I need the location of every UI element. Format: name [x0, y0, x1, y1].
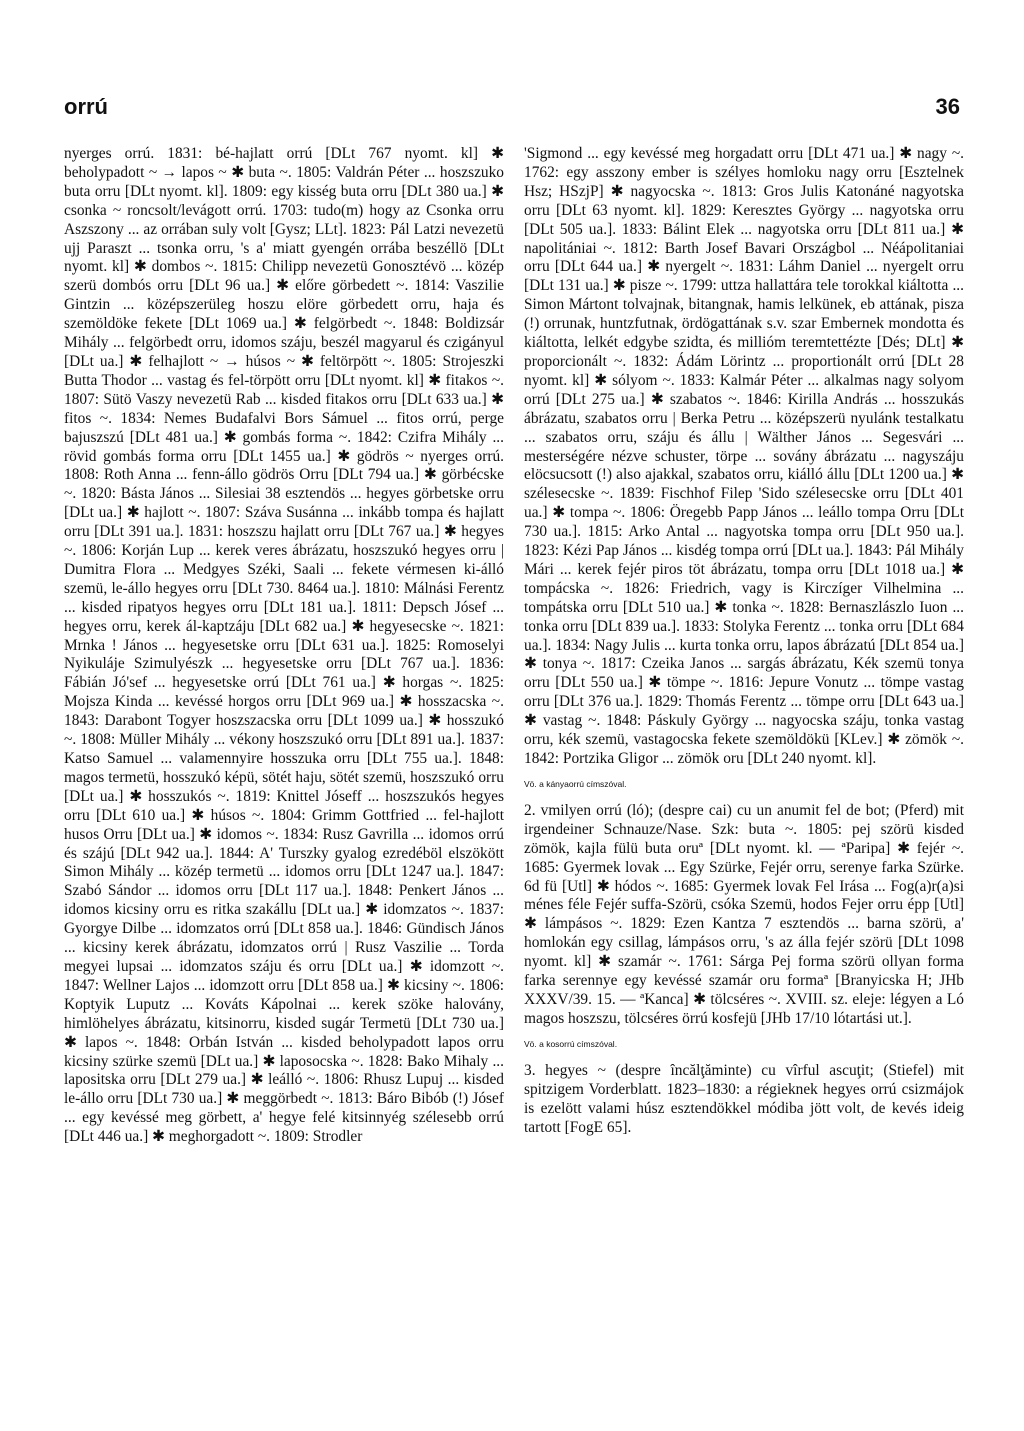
left-column — [64, 145, 504, 1147]
page-number: 36 — [935, 94, 960, 119]
sense-2: 2. vmilyen orrú (ló); (despre cai) cu un anumit fel de bot; (Pferd) mit irgendeiner Schnauze/Nase. Szk: buta ~. 1805: pej szörü kisded zömök, kajla fülü buta oruª [DLt nyomt. kl. — ªParipa] ✱ fejér ~. 1685: Gyermek lovak ... Egy Szürke, Fejér orru, serenye farka Szürke. 6d fü [Utl] ✱ hódos ~. 1685: Gyermek lovak Fel Irása ... Fog(a)r(a)si ménes féle Fejér suffa-Szörü, csóka Szemü, hodos Fejer orru épp [Utl] ✱ lámpásos ~. 1829: Ezen Kantza 7 esztendös ... barna szörü, a' homlokán egy csillag, lámpásos orru, 's az álla fejér szörü [DLt 1098 nyomt. kl] ✱ szamár ~. 1761: Sárga Pej forma szörü ollyan forma farka serennye egy kevéssé szamár oru formaª [Branyicska H; JHb XXXV/39. 15. — ªKanca] ✱ tölcséres ~. XVIII. sz. eleje: légyen a Ló magos hoszszu, tölcséres örrú kosfejü [JHb 17/10 lótartási ut.]. — [524, 801, 964, 1027]
cross-reference-note-1: Vö. a kányaorrú címszóval. — [524, 778, 627, 789]
sense-1-continuation: 'Sigmond ... egy kevéssé meg horgadatt orru [DLt 471 ua.] ✱ nagy ~. 1762: egy asszony ember is szélyes homloku nagy orru [Esztelnek Hsz; HSzjP] ✱ nagyocska ~. 1813: Gros Julis Katonáné nagyotska orru [DLt 63 nyomt. kl]. 1829: Keresztes György ... nagyotska orru [DLt 505 ua.]. 1833: Bálint Elek ... nagyotska orru [DLt 811 ua.] ✱ napolitániai ~. 1812: Barth Josef Bavari Országbol ... Néápolitaniai orru [DLt 644 ua.] ✱ nyergelt ~. 1831: Láhm Daniel ... nyergelt orru [DLt 131 ua.] ✱ pisze ~. 1799: uttza hallattára tele torokkal kiáltotta ... Simon Mártont tolvajnak, bitangnak, hamis lelkünek, eb attának, pisza (!) orrunak, huntzfutnak, ördögattának s.v. szar Embernek mondotta és kiáltotta, lelkét edgybe szidta, és millióm teremtettézte [Dés; DLt] ✱ proporcionált ~. 1832: Ádám Lörintz ... proportionált orrú [DLt 28 nyomt. kl] ✱ sólyom ~. 1833: Kalmár Péter ... alkalmas nagy solyom orrú [DLt 275 ua.] ✱ szabatos ~. 1846: Kirilla András ... hosszukás ábrázatu, szabatos orru | Berka Petru ... középszerü nyulánk testalkatu ... szabatos orru, száju és állu | Wälther János ... Segesvári ... mesterségére nézve schuster, törpe ... sovány ábrázatu ... nagyszáju elöcsucsott (!) also ajakkal, szabatos orru, kiálló állu [DLt 1200 ua.] ✱ szélesecske ~. 1839: Fischhof Filep 'Sido szélesecske orru [DLt 401 ua.] ✱ tompa ~. 1806: Öregebb Papp János ... leállo tompa Orru [DLt 730 ua.]. 1815: Arko Antal ... nagyotska tompa orru [DLt 950 ua.]. 1823: Kézi Pap János ... kisdég tompa orrú [DLt ua.]. 1843: Pál Mihály Mári ... kerek fejér piros töt ábrázatu, tompa orru [DLt 1018 ua.] ✱ tompácska ~. 1826: Friedrich, vagy is Kirczíger Vilhelmina ... tompátska orru [DLt 510 ua.] ✱ tonka ~. 1828: Bernaszlászlo Iuon ... tonka orru [DLt 839 ua.]. 1833: Stolyka Ferentz ... tonka orru [DLt 684 ua.]. 1834: Nagy Julis ... kurta tonka orru, lapos ábrázatú [DLt 854 ua.] ✱ tonya ~. 1817: Czeika Janos ... sargás ábrázatu, Kék szemü tonya orru [DLt 550 ua.] ✱ tömpe ~. 1816: Jepure Vonutz ... tömpe vastag orru [DLt 376 ua.]. 1829: Thomás Ferentz ... tömpe orru [DLt 643 ua.] ✱ vastag ~. 1848: Páskuly György ... nagyocska száju, tonka vastag orru, kék szemü, vastagocska fekete szemöldökü [KLev.] ✱ zömök ~. 1842: Portzika Gligor ... zömök oru [DLt 240 nyomt. kl]. — [524, 145, 964, 767]
running-headword: orrú — [64, 94, 108, 119]
cross-reference-note-2: Vö. a kosorrú címszóval. — [524, 1038, 618, 1049]
right-column — [524, 145, 964, 1137]
sense-3: 3. hegyes ~ (despre încălţăminte) cu vîrful ascuţit; (Stiefel) mit spitzigem Vorderblatt. 1823–1830: a régieknek hegyes orrú csizmájok is ezelött valami húsz esztendökkel módiba jött volt, de kevés ideig tartott [FogE 65]. — [524, 1061, 964, 1136]
left-column-text: nyerges orrú. 1831: bé-hajlatt orrú [DLt 767 nyomt. kl] ✱ beholypadott ~ → lapos ~ ✱ buta ~. 1805: Valdrán Péter ... hoszszuko buta orru [DLt nyomt. kl]. 1809: egy kisség buta orru [DLt 380 ua.] ✱ csonka ~ roncsolt/levágott orrú. 1703: tudo(m) hogy az Csonka orru Aszszony ... az orrában suly volt [Gysz; LLt]. 1823: Pál Latzi nevezetü ujj Paraszt ... tsonka orru, 's a' miatt gyengén orrába beszéllö [DLt nyomt. kl] ✱ dombos ~. 1815: Chilipp nevezetü Gonosztévö ... közép szerü dombós orru [DLt 96 ua.] ✱ előre görbedett ~. 1814: Vaszilie Gintzin ... középszerüleg hoszu elöre görbedett orru, haja és szemöldöke fekete [DLt 1069 ua.] ✱ felgörbedt ~. 1848: Boldizsár Mihály ... felgörbedt orru, idomos száju, beszél magyarul és czigányul [DLt ua.] ✱ felhajlott ~ → húsos ~ ✱ feltörpött ~. 1805: Strojeszki Butta Thodor ... vastag és fel-törpött orru [DLt nyomt. kl] ✱ fitakos ~. 1807: Sütö Vaszy nevezetü Rab ... kisded fitakos orru [DLt 633 ua.] ✱ fitos ~. 1834: Nemes Budafalvi Bors Sámuel ... fitos orrú, perge bajuszszú [DLt 481 ua.] ✱ gombás forma ~. 1842: Czifra Mihály ... rövid gombás forma orru [DLt 1455 ua.] ✱ gödrös ~ nyerges orrú. 1808: Roth Anna ... fenn-állo gödrös Orru [DLt 794 ua.] ✱ görbécske ~. 1820: Básta János ... Silesiai 38 esztendös ... hegyes görbetske orru [DLt ua.] ✱ hajlott ~. 1807: Száva Susánna ... inkább tompa és hajlatt orru [DLt 391 ua.]. 1831: hoszszu hajlatt orru [DLt 767 ua.] ✱ hegyes ~. 1806: Korján Lup ... kerek veres ábrázatu, hoszszukó hegyes orru | Dumitra Flora ... Medgyes Széki, Saali ... fekete vérmesen ki-álló szemü, le-állo hegyes orru [DLt 730. 8464 ua.]. 1810: Málnási Ferentz ... kisded ripatyos hegyes orru [DLt 181 ua.]. 1811: Depsch Jósef ... hegyes orru, kerek ál-kaptzáju [DLt 682 ua.] ✱ hegyesecske ~. 1821: Mrnka ! János ... hegyesetske orru [DLt 631 ua.]. 1825: Romoselyi Nyikuláje Szimulyészk ... hegyesetske orru [DLt 767 ua.]. 1836: Fábián Jó'sef ... hegyesetske orrú [DLt 761 ua.] ✱ horgas ~. 1825: Mojsza Kinda ... kevéssé horgos orru [DLt 969 ua.] ✱ hosszacska ~. 1843: Darabont Togyer hoszszacska orru [DLt 1099 ua.] ✱ hosszukó ~. 1808: Müller Mihály ... vékony hoszszukó orru [DLt 891 ua.]. 1837: Katso Samuel ... valamennyire hosszuka orru [DLt 755 ua.]. 1848: magos termetü, hosszukó képü, sötét haju, sötét szemü, hoszszukó orru [DLt ua.] ✱ hosszukós ~. 1819: Knittel Jóseff ... hoszszukós hegyes orru [DLt 610 ua.] ✱ húsos ~. 1804: Grimm Gottfried ... fel-hajlott husos Orru [DLt ua.] ✱ idomos ~. 1834: Rusz Gavrilla ... idomos orrú és szájú [DLt 942 ua.]. 1844: A' Turszky gyalog ezredéböl elszökött Simon Mihály ... közép termetü ... idomos orru [DLt 1247 ua.]. 1847: Szabó Sándor ... idomos orru [DLt 117 ua.]. 1848: Penkert János ... idomos kicsiny orru es ritka szakállu [DLt ua.] ✱ idomzatos ~. 1837: Gyorgye Dilbe ... idomzatos orrú [DLt 858 ua.]. 1846: Gündisch János ... kicsiny kerek ábrázatu, idomzatos orrú | Rusz Vaszilie ... Torda megyei lupsai ... idomzatos száju és orru [DLt ua.] ✱ idomzott ~. 1847: Wellner Lajos ... idomzott orru [DLt 858 ua.] ✱ kicsiny ~. 1806: Koptyik Luputz ... Kováts Kápolnai ... kerek szöke halovány, himlöhelyes ábrázatu, kitsinorru, kisded sugár Termetü [DLt 730 ua.] ✱ lapos ~. 1848: Orbán István ... kisded beholypadott lapos orru kicsiny szürke szemü [DLt ua.] ✱ laposocska ~. 1828: Bako Mihaly ... lapositska orru [DLt 279 ua.] ✱ leálló ~. 1806: Rhusz Lupuj ... kisded le-állo orru [DLt 730 ua.] ✱ meggörbedt ~. 1813: Báro Bibób (!) Jósef ... egy kevéssé meg görbett, a' hegye felé kitsinnyég szélesebb orrú [DLt 446 ua.] ✱ meghorgadott ~. 1809: Strodler — [64, 145, 504, 1146]
